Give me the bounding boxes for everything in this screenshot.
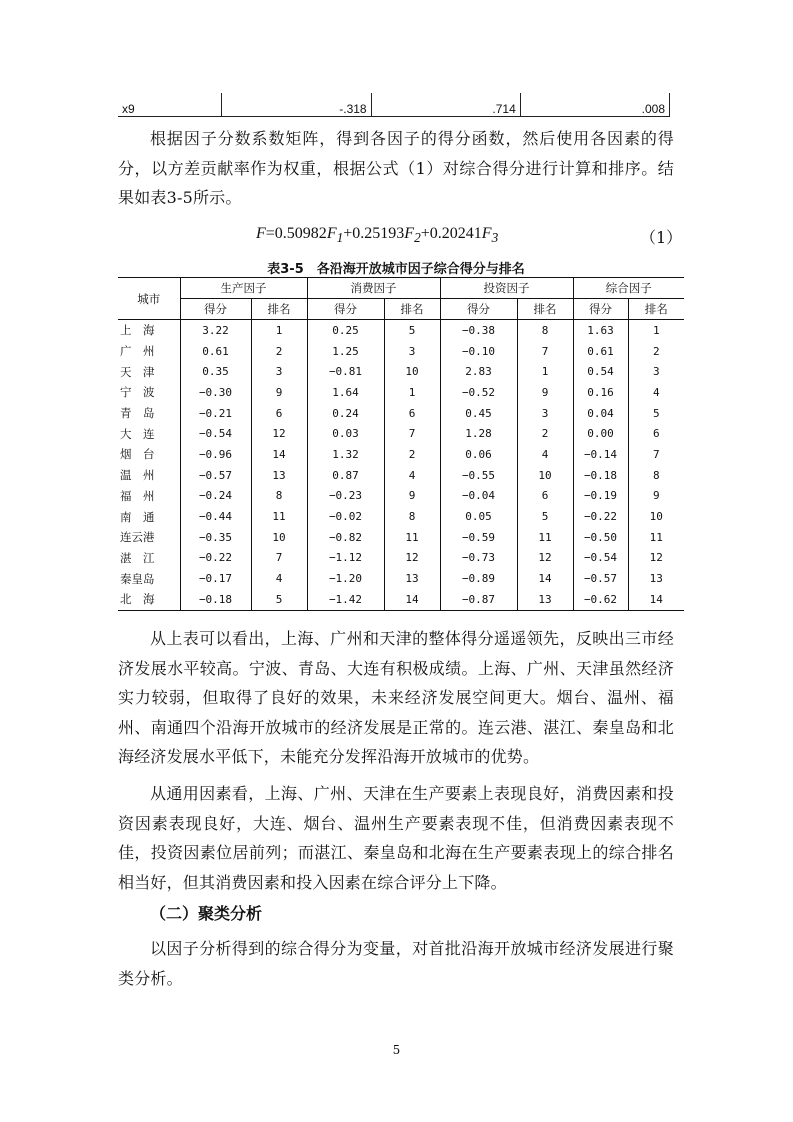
formula-coef: +0.20241: [420, 225, 482, 242]
factor-score-table: [118, 277, 684, 611]
score-cell: −0.21: [180, 403, 251, 424]
city-cell: 温 州: [120, 468, 155, 483]
rank-cell: 14: [517, 568, 573, 589]
rank-cell: 7: [517, 341, 573, 362]
rank-cell: 2: [384, 444, 440, 465]
score-cell: 1.64: [307, 382, 384, 403]
previous-table-last-row: [118, 93, 670, 117]
rank-cell: 1: [384, 382, 440, 403]
rank-cell: 12: [251, 423, 307, 444]
rank-cell: 2: [251, 341, 307, 362]
score-cell: −0.35: [180, 527, 251, 548]
table-row: [118, 320, 684, 341]
rank-cell: 7: [384, 423, 440, 444]
rank-cell: 4: [628, 382, 684, 403]
score-cell: −0.54: [573, 548, 628, 569]
score-cell: −0.57: [573, 568, 628, 589]
rank-cell: 3: [384, 341, 440, 362]
rank-cell: 12: [628, 548, 684, 569]
formula-coef: +0.25193: [343, 225, 405, 242]
rank-cell: 14: [384, 589, 440, 610]
rank-cell: 4: [251, 568, 307, 589]
score-cell: −0.22: [573, 506, 628, 527]
score-cell: −1.42: [307, 589, 384, 610]
row-label: x9: [118, 93, 222, 117]
score-cell: 0.03: [307, 423, 384, 444]
table-row: [118, 548, 684, 569]
score-cell: −0.10: [440, 341, 517, 362]
paragraph-5: 以因子分析得到的综合得分为变量，对首批沿海开放城市经济发展进行聚类分析。: [118, 939, 674, 988]
score-cell: −0.18: [573, 465, 628, 486]
rank-cell: 3: [251, 361, 307, 382]
rank-cell: 10: [517, 465, 573, 486]
rank-cell: 5: [517, 506, 573, 527]
rank-cell: 10: [384, 361, 440, 382]
city-cell: 湛 江: [120, 550, 155, 565]
rank-cell: 5: [251, 589, 307, 610]
table-row: [118, 589, 684, 610]
rank-cell: 1: [251, 320, 307, 341]
rank-cell: 8: [628, 465, 684, 486]
score-cell: 2.83: [440, 361, 517, 382]
score-cell: −0.30: [180, 382, 251, 403]
rank-cell: 9: [517, 382, 573, 403]
rank-cell: 9: [251, 382, 307, 403]
rank-cell: 7: [251, 548, 307, 569]
rank-header: 排名: [628, 299, 684, 320]
rank-cell: 8: [517, 320, 573, 341]
score-cell: −0.04: [440, 486, 517, 507]
score-cell: 0.00: [573, 423, 628, 444]
score-cell: −0.81: [307, 361, 384, 382]
rank-cell: 8: [384, 506, 440, 527]
rank-cell: 14: [628, 589, 684, 610]
city-cell: 烟 台: [120, 447, 155, 462]
city-cell: 广 州: [120, 344, 155, 359]
rank-cell: 13: [628, 568, 684, 589]
rank-cell: 6: [384, 403, 440, 424]
score-cell: 0.25: [307, 320, 384, 341]
score-cell: 3.22: [180, 320, 251, 341]
table-row: [118, 93, 670, 117]
table-row: [118, 423, 684, 444]
rank-cell: 13: [251, 465, 307, 486]
table-row: [118, 465, 684, 486]
score-cell: 0.87: [307, 465, 384, 486]
rank-cell: 1: [628, 320, 684, 341]
score-header: 得分: [440, 299, 517, 320]
score-cell: −0.82: [307, 527, 384, 548]
rank-cell: 4: [384, 465, 440, 486]
rank-header: 排名: [251, 299, 307, 320]
value-cell: .008: [520, 93, 669, 117]
group-header: 生产因子: [180, 278, 307, 299]
city-header: 城市: [118, 278, 180, 320]
rank-cell: 13: [384, 568, 440, 589]
score-cell: −0.44: [180, 506, 251, 527]
section-heading: （二）聚类分析: [150, 904, 263, 923]
score-cell: −0.02: [307, 506, 384, 527]
formula-var: F: [256, 225, 266, 242]
rank-cell: 11: [251, 506, 307, 527]
paragraph-3: 从通用因素看，上海、广州、天津在生产要素上表现良好，消费因素和投资因素表现良好，大连、烟台、温州生产要素表现不佳，但消费因素表现不佳，投资因素位居前列；而湛江、秦皇岛和北海在生产要素表现上的综合排名相当好，但其消费因素和投入因素在综合评分上下降。: [118, 784, 674, 892]
score-cell: −0.18: [180, 589, 251, 610]
score-cell: 0.54: [573, 361, 628, 382]
rank-cell: 4: [517, 444, 573, 465]
city-cell: 南 通: [120, 509, 155, 524]
value-cell: -.318: [222, 93, 371, 117]
score-cell: −0.59: [440, 527, 517, 548]
table-row: [118, 444, 684, 465]
city-cell: 福 州: [120, 488, 155, 503]
score-cell: −0.14: [573, 444, 628, 465]
rank-cell: 14: [251, 444, 307, 465]
group-header: 综合因子: [573, 278, 684, 299]
rank-cell: 11: [517, 527, 573, 548]
score-cell: −0.87: [440, 589, 517, 610]
score-cell: 1.63: [573, 320, 628, 341]
group-header: 消费因子: [307, 278, 440, 299]
formula-sub: 2: [414, 230, 421, 246]
rank-cell: 6: [517, 486, 573, 507]
score-cell: −0.54: [180, 423, 251, 444]
score-cell: 0.61: [573, 341, 628, 362]
value-cell: .714: [371, 93, 520, 117]
score-cell: 0.61: [180, 341, 251, 362]
table-row: [118, 361, 684, 382]
rank-cell: 2: [628, 341, 684, 362]
score-cell: 0.06: [440, 444, 517, 465]
formula-coef: =0.50982: [265, 225, 327, 242]
score-cell: −0.55: [440, 465, 517, 486]
formula-sub: 1: [336, 230, 344, 246]
score-cell: 0.04: [573, 403, 628, 424]
score-cell: −0.62: [573, 589, 628, 610]
score-cell: −0.50: [573, 527, 628, 548]
score-cell: 0.45: [440, 403, 517, 424]
score-cell: 1.28: [440, 423, 517, 444]
rank-cell: 3: [628, 361, 684, 382]
score-cell: 0.35: [180, 361, 251, 382]
city-cell: 秦皇岛: [120, 571, 155, 586]
rank-cell: 5: [384, 320, 440, 341]
rank-cell: 13: [517, 589, 573, 610]
table-row: [118, 341, 684, 362]
score-cell: 0.05: [440, 506, 517, 527]
rank-cell: 11: [628, 527, 684, 548]
rank-cell: 3: [517, 403, 573, 424]
rank-cell: 1: [517, 361, 573, 382]
rank-cell: 10: [628, 506, 684, 527]
score-header: 得分: [573, 299, 628, 320]
score-cell: −1.20: [307, 568, 384, 589]
page-number: 5: [392, 1043, 401, 1057]
score-cell: −0.22: [180, 548, 251, 569]
formula-number: （1）: [640, 228, 683, 247]
score-cell: −0.96: [180, 444, 251, 465]
score-cell: −0.19: [573, 486, 628, 507]
score-cell: 0.16: [573, 382, 628, 403]
rank-cell: 12: [517, 548, 573, 569]
city-cell: 天 津: [120, 364, 155, 379]
city-cell: 大 连: [120, 426, 155, 441]
group-header: 投资因子: [440, 278, 573, 299]
score-cell: −0.17: [180, 568, 251, 589]
score-header: 得分: [180, 299, 251, 320]
city-cell: 青 岛: [120, 406, 155, 421]
score-cell: 0.24: [307, 403, 384, 424]
rank-cell: 11: [384, 527, 440, 548]
score-cell: −0.38: [440, 320, 517, 341]
table-row: [118, 403, 684, 424]
rank-cell: 5: [628, 403, 684, 424]
rank-cell: 12: [384, 548, 440, 569]
rank-header: 排名: [384, 299, 440, 320]
paragraph-2: 从上表可以看出，上海、广州和天津的整体得分遥遥领先，反映出三市经济发展水平较高。宁波、青岛、大连有积极成绩。上海、广州、天津虽然经济实力较弱，但取得了良好的效果，未来经济发展空间更大。烟台、温州、福州、南通四个沿海开放城市的经济发展是正常的。连云港、湛江、秦皇岛和北海经济发展水平低下，未能充分发挥沿海开放城市的优势。: [118, 629, 674, 766]
formula-var: F: [404, 225, 415, 242]
table-subheader-row: [118, 299, 684, 320]
city-cell: 连云港: [120, 530, 155, 545]
rank-cell: 8: [251, 486, 307, 507]
score-header: 得分: [307, 299, 384, 320]
score-cell: −0.73: [440, 548, 517, 569]
city-cell: 上 海: [120, 323, 155, 338]
score-cell: −0.23: [307, 486, 384, 507]
rank-cell: 10: [251, 527, 307, 548]
rank-cell: 7: [628, 444, 684, 465]
rank-cell: 9: [384, 486, 440, 507]
table-row: [118, 568, 684, 589]
table-row: [118, 506, 684, 527]
score-cell: −0.52: [440, 382, 517, 403]
rank-header: 排名: [517, 299, 573, 320]
formula-var: F: [481, 225, 492, 242]
rank-cell: 2: [517, 423, 573, 444]
rank-cell: 9: [628, 486, 684, 507]
rank-cell: 6: [628, 423, 684, 444]
score-cell: 1.32: [307, 444, 384, 465]
paragraph-1: 根据因子分数系数矩阵，得到各因子的得分函数，然后使用各因素的得分，以方差贡献率作为权重，根据公式（1）对综合得分进行计算和排序。结果如表3-5所示。: [118, 129, 674, 207]
formula-var: F: [326, 225, 337, 242]
formula-sub: 3: [491, 230, 499, 246]
city-cell: 宁 波: [120, 385, 155, 400]
table-header-row: [118, 278, 684, 299]
table-row: [118, 486, 684, 507]
table-row: [118, 382, 684, 403]
formula: [256, 225, 498, 246]
score-cell: −1.12: [307, 548, 384, 569]
table-row: [118, 527, 684, 548]
city-cell: 北 海: [118, 589, 180, 610]
score-cell: −0.57: [180, 465, 251, 486]
score-cell: 1.25: [307, 341, 384, 362]
score-cell: −0.89: [440, 568, 517, 589]
rank-cell: 6: [251, 403, 307, 424]
score-cell: −0.24: [180, 486, 251, 507]
table-caption: 表3-5 各沿海开放城市因子综合得分与排名: [267, 262, 525, 277]
